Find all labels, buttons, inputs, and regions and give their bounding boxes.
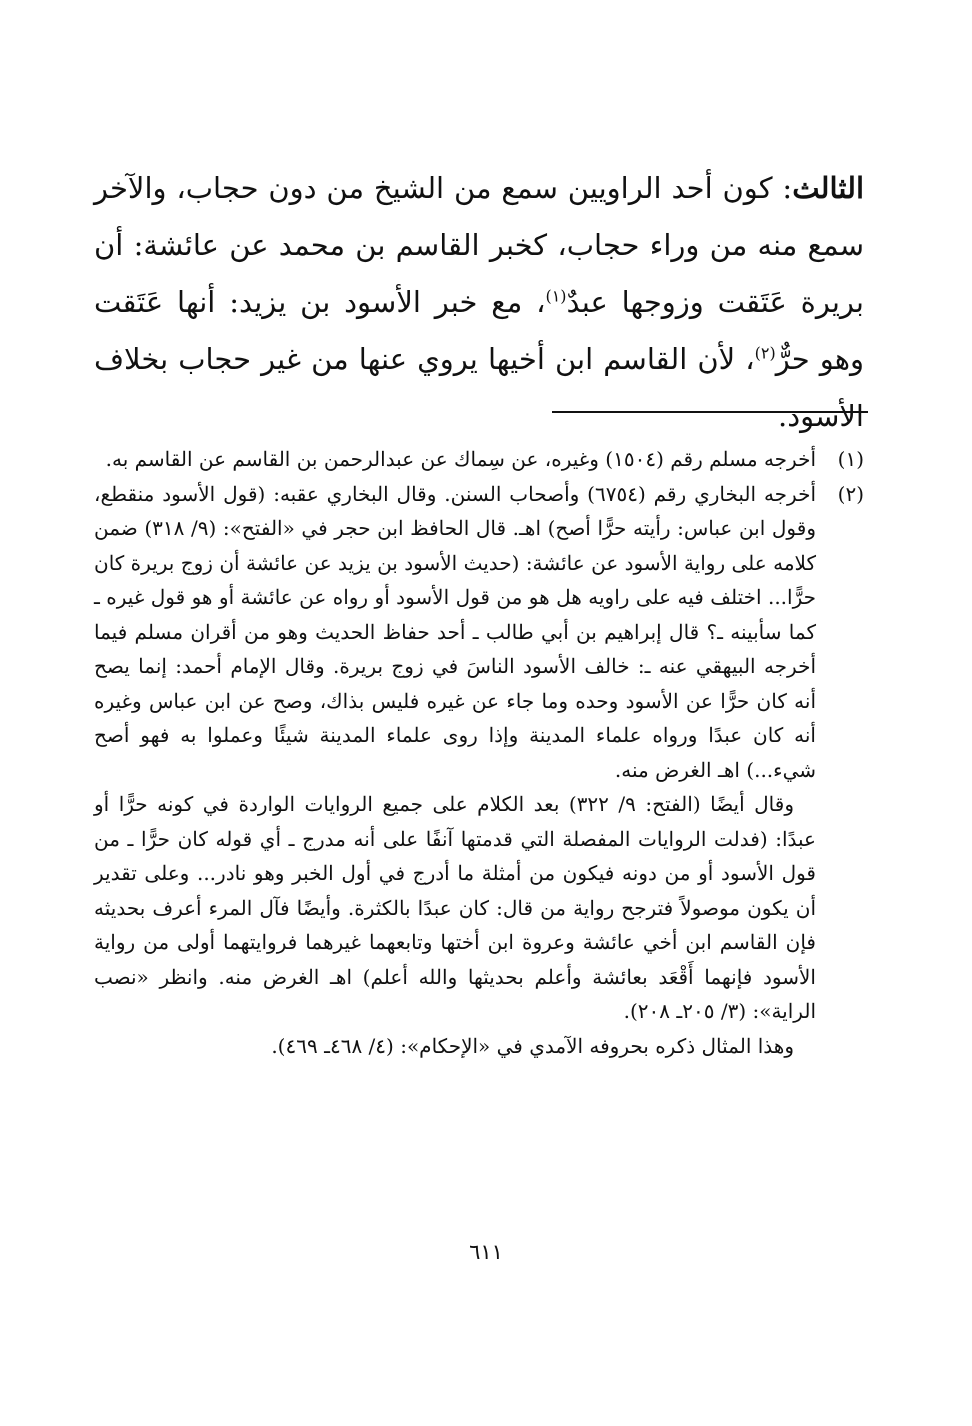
- footnote-2-continuation: وقال أيضًا (الفتح: ٩/ ٣٢٢) بعد الكلام على جميع الروايات الواردة في كونه حرًّا أو عبدًا: (فدلت الروايات المفصلة التي قدمتها آنفًا على أنه مدرج ـ أي قوله كان حرًّا ـ من قول الأسود أو من دونه فيكون من أمثلة ما أدرج في أول الخبر وهو نادر... وعلى تقدير أن يكون موصولاً فترجح رواية من قال: كان عبدًا بالكثرة. وأيضًا فآل المرء أعرف بحديثه فإن القاسم ابن أخي عائشة وعروة ابن أختها وتابعهما غيرهما فروايتهما أولى من رواية الأسود فإنهما أَقْعَد بعائشة وأعلم بحديثها والله أعلم) اهـ الغرض منه. وانظر «نصب الراية»: (٣/ ٢٠٥ـ ٢٠٨).: [94, 792, 816, 1023]
- footnotes-section: [94, 442, 864, 1063]
- footnote-2-closing: وهذا المثال ذكره بحروفه الآمدي في «الإحكام»: (٤/ ٤٦٨ـ ٤٦٩).: [271, 1033, 794, 1058]
- footnote-ref-2: (٢): [754, 343, 776, 363]
- footnote-1: [94, 442, 864, 477]
- footnote-1-text: أخرجه مسلم رقم (١٥٠٤) وغيره، عن سِماك عن عبدالرحمن بن القاسم عن القاسم به.: [105, 447, 816, 471]
- footnote-separator: [552, 411, 868, 413]
- main-text-part-2: ، مع خبر الأسود بن يزيد: أنها عَتَقت وهو حرٌّ: [94, 285, 864, 376]
- main-paragraph: [94, 160, 864, 445]
- main-text-part-1: : كون أحد الراويين سمع من الشيخ من دون حجاب، والآخر سمع منه من وراء حجاب، كخبر القاسم بن محمد عن عائشة: أن بريرة عَتَقت وزوجها عبدٌ: [94, 171, 865, 319]
- footnote-2-text: أخرجه البخاري رقم (٦٧٥٤) وأصحاب السنن. وقال البخاري عقبه: (قول الأسود منقطع، وقول ابن عباس: رأيته حرًّا أصح) اهـ. قال الحافظ ابن حجر في «الفتح»: (٩/ ٣١٨) ضمن كلامه على رواية الأسود عن عائشة: (حديث الأسود بن يزيد عن عائشة أن زوج بريرة كان حرًّا... اختلف فيه على راويه هل هو من قول الأسود أو رواه عن عائشة أو هو قول غيره ـ كما سأبينه ـ؟ قال إبراهيم بن أبي طالب ـ أحد حفاظ الحديث وهو من أقران مسلم فيما أخرجه البيهقي عنه ـ: خالف الأسود الناسَ في زوج بريرة. وقال الإمام أحمد: إنما يصح أنه كان حرًّا عن الأسود وحده وما جاء عن غيره فليس بذاك، وصح عن ابن عباس وغيره أنه كان عبدًا ورواه علماء المدينة وإذا روى علماء المدينة شيئًا وعملوا به فهو أصح شيء...) اهـ الغرض منه.: [94, 481, 817, 782]
- footnote-1-number: (١): [837, 447, 864, 471]
- footnote-2: [94, 477, 864, 788]
- main-text-part-3: ، لأن القاسم ابن أخيها يروي عنها من غير حجاب بخلاف الأسود.: [94, 342, 864, 433]
- section-term: الثالث: [792, 171, 864, 205]
- footnote-ref-1: (١): [545, 286, 567, 306]
- page-number: ٦١١: [469, 1240, 503, 1264]
- footnote-2-number: (٢): [837, 481, 864, 506]
